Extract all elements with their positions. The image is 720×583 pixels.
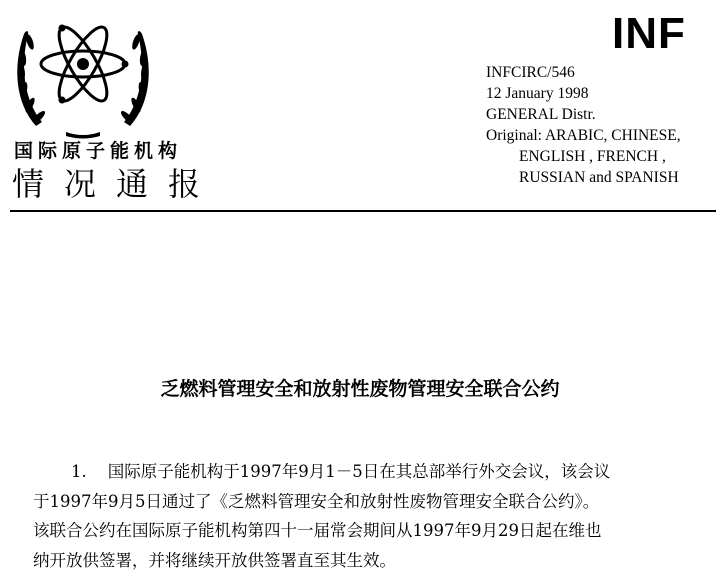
circular-name: 情况通报 — [12, 165, 221, 203]
header-divider — [10, 210, 716, 212]
distribution: GENERAL Distr. — [486, 106, 596, 123]
document-metadata — [486, 62, 681, 188]
doc-date: 12 January 1998 — [486, 85, 589, 102]
original-languages-line3: RUSSIAN and SPANISH — [519, 169, 679, 186]
paragraph-line: 于1997年9月5日通过了《乏燃料管理安全和放射性废物管理安全联合公约》。 — [33, 491, 600, 511]
document-symbol: INF — [612, 9, 686, 58]
paragraph-1 — [33, 457, 703, 575]
paragraph-line-text: 国际原子能机构于1997年9月1－5日在其总部举行外交会议，该会议 — [107, 462, 611, 481]
organization-name: 国际原子能机构 — [14, 140, 183, 162]
paragraph-line: 纳开放供签署，并将继续开放供签署直至其生效。 — [33, 550, 396, 570]
paragraph-line — [33, 457, 703, 487]
paragraph-line: 该联合公约在国际原子能机构第四十一届常会期间从1997年9月29日起在维也 — [33, 521, 602, 540]
document-title: 乏燃料管理安全和放射性废物管理安全联合公约 — [160, 378, 560, 400]
original-languages-line2: ENGLISH , FRENCH , — [519, 148, 666, 165]
doc-number: INFCIRC/546 — [486, 64, 575, 81]
original-languages-line1: Original: ARABIC, CHINESE, — [486, 127, 681, 144]
paragraph-number: 1. — [71, 462, 87, 481]
iaea-logo-icon — [8, 8, 158, 140]
